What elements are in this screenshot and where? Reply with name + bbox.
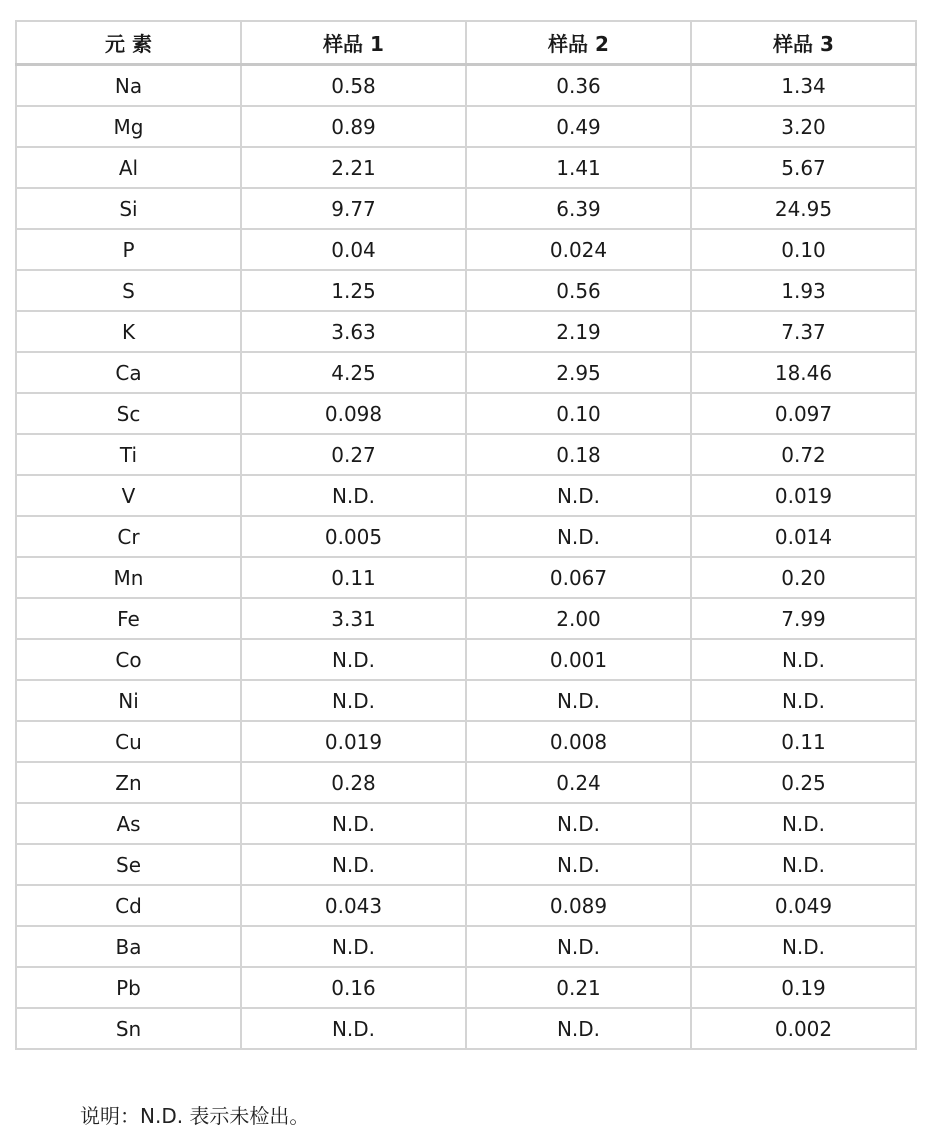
table-row: [16, 844, 916, 885]
cell-element: K: [16, 311, 241, 352]
cell-sample-2: 2.95: [466, 352, 691, 393]
cell-sample-3: N.D.: [691, 803, 916, 844]
cell-sample-2: 0.21: [466, 967, 691, 1008]
cell-sample-3: 1.93: [691, 270, 916, 311]
cell-element: Al: [16, 147, 241, 188]
cell-sample-1: 0.58: [241, 65, 466, 107]
table-row: [16, 188, 916, 229]
cell-sample-1: 2.21: [241, 147, 466, 188]
cell-element: Pb: [16, 967, 241, 1008]
cell-sample-1: 0.098: [241, 393, 466, 434]
cell-sample-1: 0.04: [241, 229, 466, 270]
cell-sample-3: 7.37: [691, 311, 916, 352]
cell-sample-2: 2.19: [466, 311, 691, 352]
cell-sample-3: 18.46: [691, 352, 916, 393]
cell-sample-2: N.D.: [466, 1008, 691, 1049]
cell-sample-2: N.D.: [466, 803, 691, 844]
cell-sample-3: N.D.: [691, 926, 916, 967]
header-sample-3: 样品 3: [691, 21, 916, 65]
cell-sample-2: 0.24: [466, 762, 691, 803]
cell-element: P: [16, 229, 241, 270]
cell-sample-2: 0.10: [466, 393, 691, 434]
table-row: [16, 393, 916, 434]
cell-sample-1: N.D.: [241, 926, 466, 967]
table-row: [16, 967, 916, 1008]
cell-sample-1: 9.77: [241, 188, 466, 229]
cell-sample-2: 0.18: [466, 434, 691, 475]
element-table-container: [15, 20, 916, 1050]
element-concentration-table: [15, 20, 917, 1050]
cell-sample-3: 0.049: [691, 885, 916, 926]
cell-sample-3: 0.097: [691, 393, 916, 434]
cell-sample-1: N.D.: [241, 1008, 466, 1049]
cell-element: Sc: [16, 393, 241, 434]
cell-sample-3: 3.20: [691, 106, 916, 147]
table-row: [16, 721, 916, 762]
cell-sample-2: 0.067: [466, 557, 691, 598]
cell-sample-3: 5.67: [691, 147, 916, 188]
table-row: [16, 762, 916, 803]
table-row: [16, 926, 916, 967]
table-row: [16, 516, 916, 557]
cell-element: Ba: [16, 926, 241, 967]
table-row: [16, 270, 916, 311]
cell-element: Se: [16, 844, 241, 885]
cell-sample-3: 0.10: [691, 229, 916, 270]
cell-element: Mg: [16, 106, 241, 147]
cell-sample-1: 0.89: [241, 106, 466, 147]
cell-element: Co: [16, 639, 241, 680]
cell-element: Cu: [16, 721, 241, 762]
header-sample-2: 样品 2: [466, 21, 691, 65]
cell-sample-1: 0.043: [241, 885, 466, 926]
cell-sample-3: 0.20: [691, 557, 916, 598]
cell-sample-3: 0.019: [691, 475, 916, 516]
cell-sample-3: 0.25: [691, 762, 916, 803]
table-row: [16, 147, 916, 188]
table-body: [16, 65, 916, 1050]
cell-sample-2: N.D.: [466, 516, 691, 557]
cell-sample-3: N.D.: [691, 639, 916, 680]
table-row: [16, 311, 916, 352]
cell-sample-3: 0.11: [691, 721, 916, 762]
cell-element: As: [16, 803, 241, 844]
cell-sample-1: 0.28: [241, 762, 466, 803]
table-row: [16, 557, 916, 598]
cell-sample-3: 24.95: [691, 188, 916, 229]
table-row: [16, 475, 916, 516]
cell-sample-2: 0.001: [466, 639, 691, 680]
cell-sample-3: 0.002: [691, 1008, 916, 1049]
cell-sample-1: N.D.: [241, 639, 466, 680]
cell-sample-2: 0.008: [466, 721, 691, 762]
cell-sample-3: 0.72: [691, 434, 916, 475]
table-row: [16, 1008, 916, 1049]
cell-sample-2: N.D.: [466, 680, 691, 721]
cell-sample-1: 4.25: [241, 352, 466, 393]
cell-sample-2: 0.49: [466, 106, 691, 147]
cell-sample-1: 3.63: [241, 311, 466, 352]
cell-element: Zn: [16, 762, 241, 803]
cell-sample-1: 0.019: [241, 721, 466, 762]
cell-sample-2: 6.39: [466, 188, 691, 229]
cell-sample-1: N.D.: [241, 844, 466, 885]
header-element: 元 素: [16, 21, 241, 65]
cell-sample-2: N.D.: [466, 844, 691, 885]
cell-element: Ni: [16, 680, 241, 721]
cell-sample-1: 3.31: [241, 598, 466, 639]
cell-sample-3: N.D.: [691, 680, 916, 721]
table-row: [16, 229, 916, 270]
cell-sample-2: N.D.: [466, 926, 691, 967]
cell-sample-1: 0.27: [241, 434, 466, 475]
cell-sample-3: 1.34: [691, 65, 916, 107]
cell-sample-1: N.D.: [241, 680, 466, 721]
cell-element: Cr: [16, 516, 241, 557]
cell-sample-1: 0.16: [241, 967, 466, 1008]
table-row: [16, 639, 916, 680]
table-row: [16, 352, 916, 393]
cell-element: Ca: [16, 352, 241, 393]
cell-sample-1: 0.005: [241, 516, 466, 557]
cell-sample-1: 1.25: [241, 270, 466, 311]
table-footnote: 说明：N.D. 表示未检出。: [80, 1104, 310, 1128]
cell-element: Fe: [16, 598, 241, 639]
cell-sample-2: 0.56: [466, 270, 691, 311]
table-row: [16, 434, 916, 475]
cell-element: Sn: [16, 1008, 241, 1049]
cell-element: Ti: [16, 434, 241, 475]
cell-element: S: [16, 270, 241, 311]
cell-sample-2: 0.024: [466, 229, 691, 270]
cell-sample-2: N.D.: [466, 475, 691, 516]
cell-sample-1: N.D.: [241, 803, 466, 844]
cell-element: Na: [16, 65, 241, 107]
cell-element: Mn: [16, 557, 241, 598]
cell-sample-3: N.D.: [691, 844, 916, 885]
cell-sample-1: N.D.: [241, 475, 466, 516]
cell-element: V: [16, 475, 241, 516]
cell-element: Cd: [16, 885, 241, 926]
cell-sample-1: 0.11: [241, 557, 466, 598]
cell-sample-2: 0.089: [466, 885, 691, 926]
cell-sample-3: 7.99: [691, 598, 916, 639]
table-row: [16, 106, 916, 147]
table-header-row: [16, 21, 916, 65]
table-row: [16, 803, 916, 844]
cell-sample-2: 0.36: [466, 65, 691, 107]
cell-sample-2: 1.41: [466, 147, 691, 188]
table-row: [16, 885, 916, 926]
table-row: [16, 680, 916, 721]
table-row: [16, 598, 916, 639]
header-sample-1: 样品 1: [241, 21, 466, 65]
cell-sample-2: 2.00: [466, 598, 691, 639]
table-row: [16, 65, 916, 107]
cell-sample-3: 0.19: [691, 967, 916, 1008]
cell-element: Si: [16, 188, 241, 229]
cell-sample-3: 0.014: [691, 516, 916, 557]
